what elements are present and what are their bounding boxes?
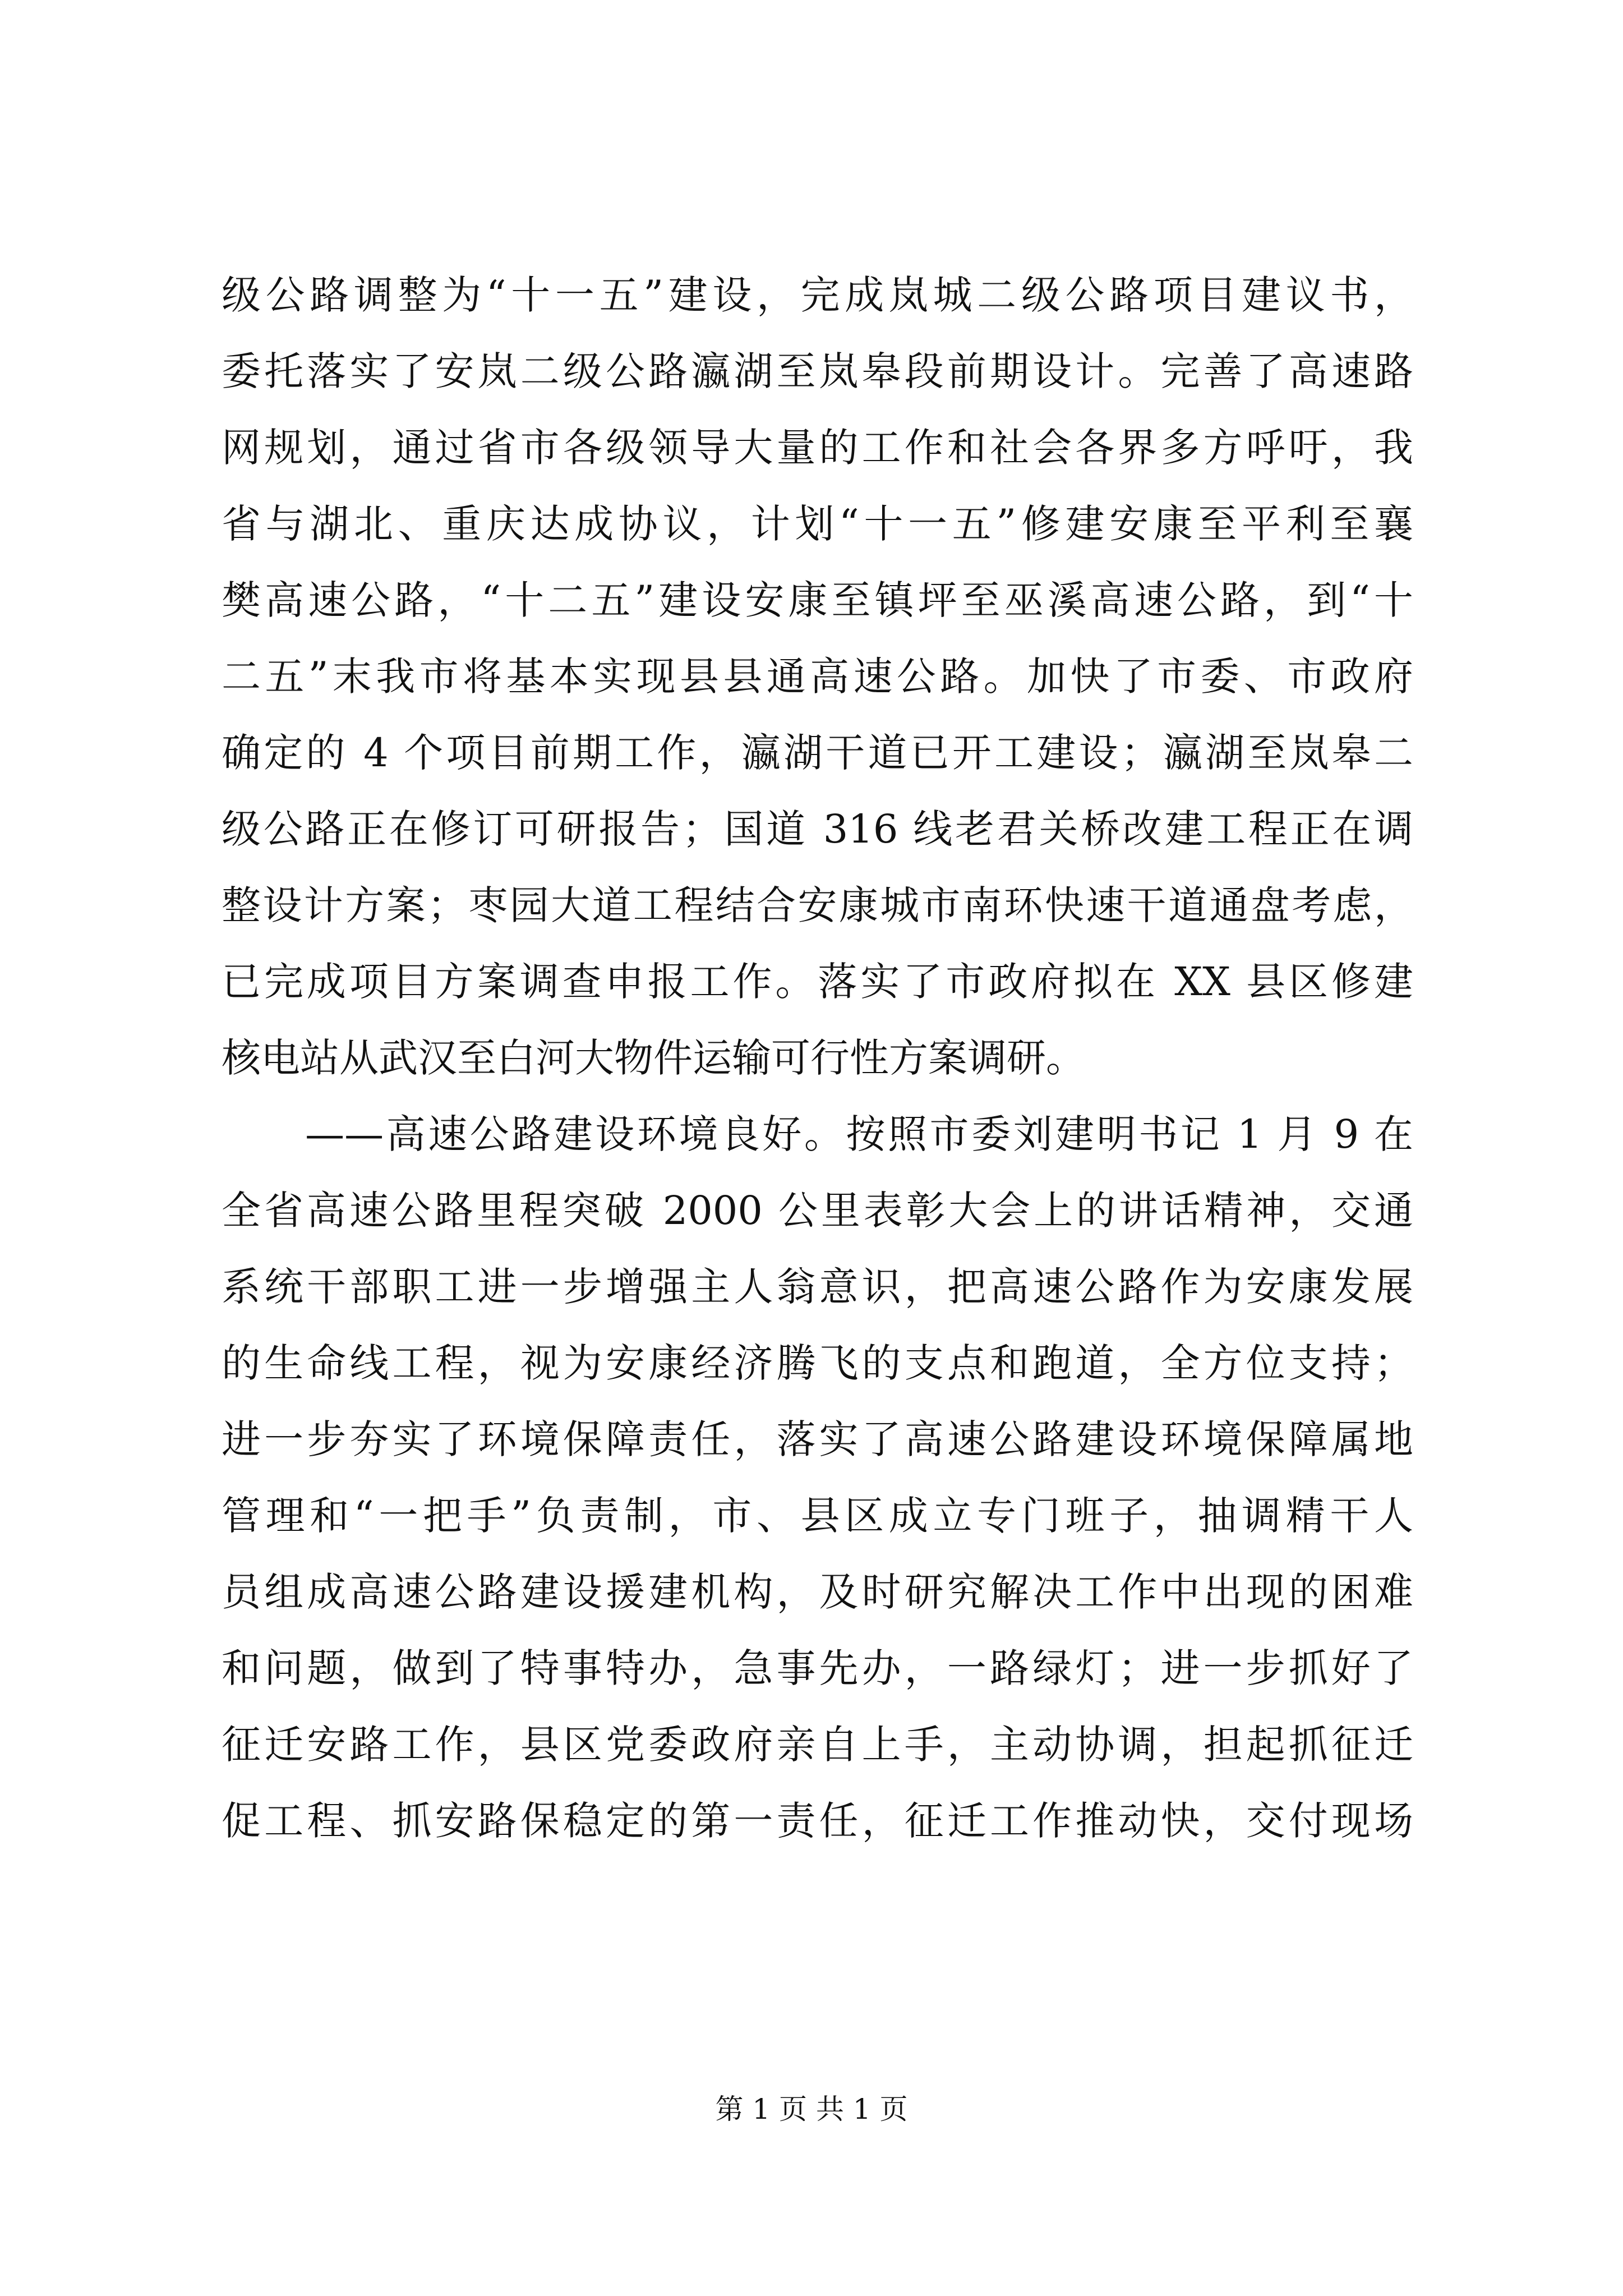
text-line: 促工程、抓安路保稳定的第一责任，征迁工作推动快，交付现场 — [222, 1798, 1413, 1844]
text-line: 员组成高速公路建设援建机构，及时研究解决工作中出现的困难 — [222, 1569, 1413, 1615]
text-line: 二五”末我市将基本实现县县通高速公路。加快了市委、市政府 — [222, 654, 1413, 700]
text-line: 省与湖北、重庆达成协议，计划“十一五”修建安康至平利至襄 — [222, 501, 1413, 547]
text-line: ——高速公路建设环境良好。按照市委刘建明书记 1 月 9 在 — [222, 1111, 1413, 1157]
text-line: 和问题，做到了特事特办，急事先办，一路绿灯；进一步抓好了 — [222, 1645, 1413, 1691]
text-line: 管理和“一把手”负责制，市、县区成立专门班子，抽调精干人 — [222, 1493, 1413, 1539]
text-line: 系统干部职工进一步增强主人翁意识，把高速公路作为安康发展 — [222, 1264, 1413, 1310]
text-line: 的生命线工程，视为安康经济腾飞的支点和跑道，全方位支持； — [222, 1340, 1413, 1386]
body-text — [222, 257, 1413, 1859]
text-line: 级公路正在修订可研报告；国道 316 线老君关桥改建工程正在调 — [222, 806, 1413, 852]
text-line: 网规划，通过省市各级领导大量的工作和社会各界多方呼吁，我 — [222, 425, 1413, 471]
text-line: 樊高速公路，“十二五”建设安康至镇坪至巫溪高速公路，到“十 — [222, 577, 1413, 623]
text-line: 征迁安路工作，县区党委政府亲自上手，主动协调，担起抓征迁 — [222, 1722, 1413, 1768]
page-footer: 第 1 页 共 1 页 — [715, 2093, 908, 2125]
text-line: 核电站从武汉至白河大物件运输可行性方案调研。 — [222, 1035, 1085, 1081]
text-line: 全省高速公路里程突破 2000 公里表彰大会上的讲话精神，交通 — [222, 1188, 1413, 1234]
text-line: 整设计方案；枣园大道工程结合安康城市南环快速干道通盘考虑， — [222, 882, 1413, 928]
text-line: 委托落实了安岚二级公路瀛湖至岚皋段前期设计。完善了高速路 — [222, 348, 1413, 394]
text-line: 进一步夯实了环境保障责任，落实了高速公路建设环境保障属地 — [222, 1416, 1413, 1462]
text-line: 已完成项目方案调查申报工作。落实了市政府拟在 XX 县区修建 — [222, 959, 1413, 1005]
text-line: 级公路调整为“十一五”建设，完成岚城二级公路项目建议书， — [222, 272, 1413, 318]
text-line: 确定的 4 个项目前期工作，瀛湖干道已开工建设；瀛湖至岚皋二 — [222, 730, 1413, 776]
